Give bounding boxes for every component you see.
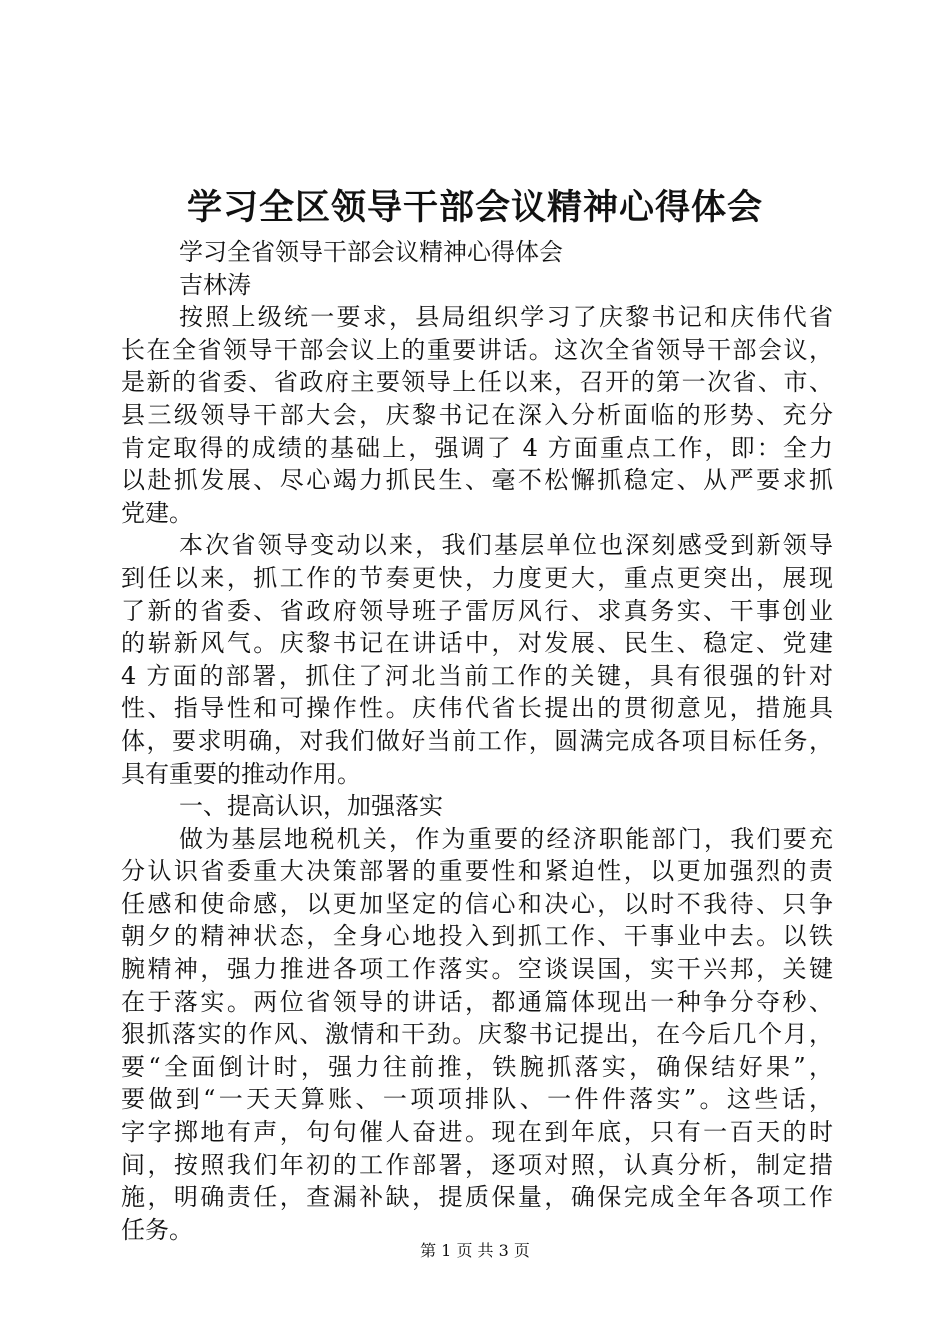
text-line: 一、提高认识，加强落实 <box>179 792 443 821</box>
text-line: 做为基层地税机关，作为重要的经济职能部门，我们要充 <box>179 824 833 853</box>
text-line: 任务。 <box>121 1215 193 1244</box>
text-line: 要做到“一天天算账、一项项排队、一件件落实”。这些话， <box>121 1085 833 1114</box>
text-line: 本次省领导变动以来，我们基层单位也深刻感受到新领导 <box>179 531 833 560</box>
text-line: 吉林涛 <box>179 270 251 299</box>
text-line: 朝夕的精神状态，全身心地投入到抓工作、干事业中去。以铁 <box>121 922 833 951</box>
document-title: 学习全区领导干部会议精神心得体会 <box>186 187 763 228</box>
text-line: 性、指导性和可操作性。庆伟代省长提出的贯彻意见，措施具 <box>121 694 833 723</box>
text-line: 了新的省委、省政府领导班子雷厉风行、求真务实、干事创业 <box>121 596 833 625</box>
text-line: 县三级领导干部大会，庆黎书记在深入分析面临的形势、充分 <box>121 400 833 429</box>
text-line: 4 方面的部署，抓住了河北当前工作的关键，具有很强的针对 <box>121 661 833 690</box>
text-line: 在于落实。两位省领导的讲话，都通篇体现出一种争分夺秒、 <box>121 987 833 1016</box>
text-line: 腕精神，强力推进各项工作落实。空谈误国，实干兴邦，关键 <box>121 955 833 984</box>
text-line: 任感和使命感，以更加坚定的信心和决心，以时不我待、只争 <box>121 889 833 918</box>
text-line: 狠抓落实的作风、激情和干劲。庆黎书记提出，在今后几个月， <box>121 1020 833 1049</box>
text-line: 间，按照我们年初的工作部署，逐项对照，认真分析，制定措 <box>121 1150 833 1179</box>
text-line: 体，要求明确，对我们做好当前工作，圆满完成各项目标任务， <box>121 726 833 755</box>
text-line: 字字掷地有声，句句催人奋进。现在到年底，只有一百天的时 <box>121 1118 833 1147</box>
document-body <box>121 236 833 1246</box>
text-line: 的崭新风气。庆黎书记在讲话中，对发展、民生、稳定、党建 <box>121 629 833 658</box>
text-line: 学习全省领导干部会议精神心得体会 <box>179 238 563 266</box>
text-line: 以赴抓发展、尽心竭力抓民生、毫不松懈抓稳定、从严要求抓 <box>121 466 833 495</box>
text-line: 到任以来，抓工作的节奏更快，力度更大，重点更突出，展现 <box>121 563 833 592</box>
text-line: 要“全面倒计时，强力往前推，铁腕抓落实，确保结好果”， <box>121 1052 833 1081</box>
text-line: 分认识省委重大决策部署的重要性和紧迫性，以更加强烈的责 <box>121 857 833 886</box>
text-line: 长在全省领导干部会议上的重要讲话。这次全省领导干部会议， <box>121 335 833 364</box>
text-line: 是新的省委、省政府主要领导上任以来，召开的第一次省、市、 <box>121 368 833 397</box>
page-footer: 第 1 页 共 3 页 <box>420 1241 530 1260</box>
text-line: 施，明确责任，查漏补缺，提质保量，确保完成全年各项工作 <box>121 1183 833 1212</box>
text-line: 肯定取得的成绩的基础上，强调了 4 方面重点工作，即：全力 <box>121 433 833 462</box>
text-line: 具有重要的推动作用。 <box>121 759 361 788</box>
text-line: 按照上级统一要求，县局组织学习了庆黎书记和庆伟代省 <box>179 303 833 332</box>
text-line: 党建。 <box>121 498 193 527</box>
